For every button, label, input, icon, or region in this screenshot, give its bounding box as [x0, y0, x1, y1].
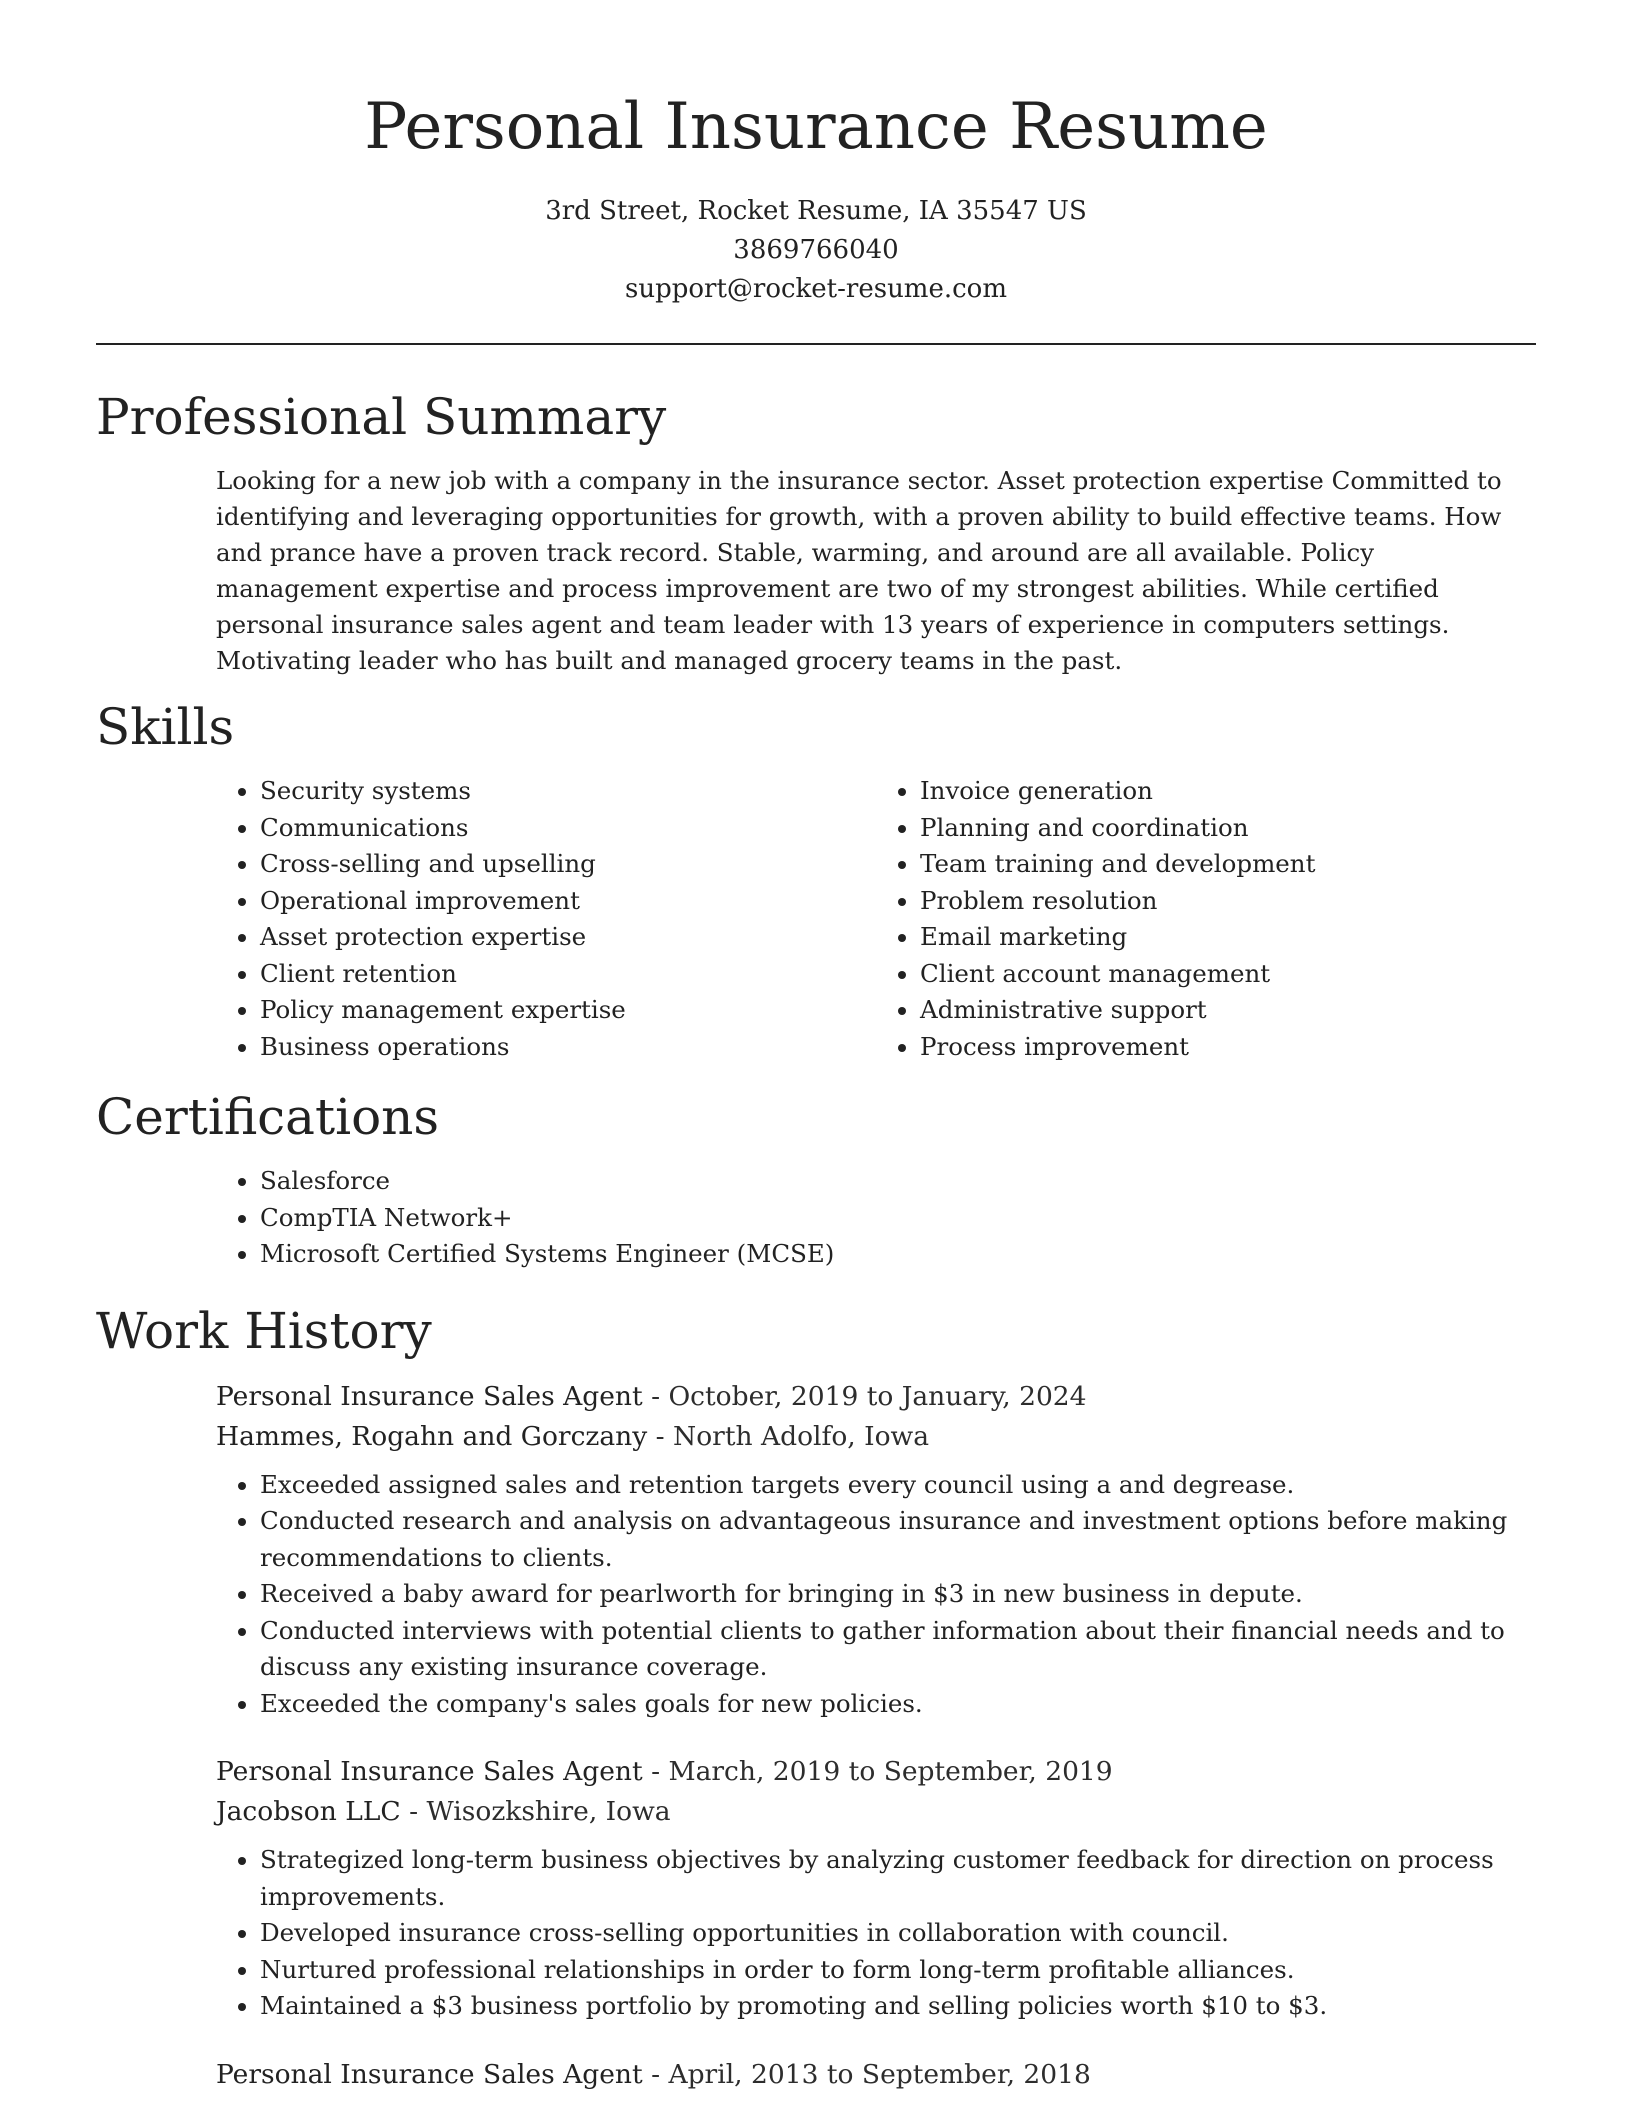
job-title: Personal Insurance Sales Agent: [216, 1756, 643, 1787]
job-title: Personal Insurance Sales Agent: [216, 1380, 643, 1412]
skill-item: • Security systems: [260, 773, 876, 810]
job-company: Hammes, Rogahn and Gorczany: [216, 1420, 648, 1452]
work-history-section: [96, 1299, 1536, 2095]
skill-item: • Invoice generation: [920, 773, 1536, 810]
job-title-line: Personal Insurance Sales Agent - April, 2013 to September, 2018: [216, 2058, 1091, 2090]
job-dates: March, 2019 to September, 2019: [668, 1756, 1113, 1787]
job-bullets: [216, 1467, 1536, 1723]
phone-text: 3869766040: [733, 235, 899, 265]
certification-item: • Salesforce: [260, 1163, 1536, 1200]
job-bullet: • Exceeded assigned sales and retention targets every council using a and degrease.: [260, 1467, 1536, 1504]
job-location: North Adolfo, Iowa: [673, 1420, 930, 1452]
certifications-list: [216, 1163, 1536, 1273]
certifications-heading: Certifications: [96, 1088, 440, 1146]
job-bullet: • Conducted interviews with potential clients to gather information about their financial needs and to discuss any existing insurance coverage.: [260, 1613, 1536, 1686]
job-bullet: • Developed insurance cross-selling opportunities in collaboration with council.: [260, 1915, 1536, 1952]
skills-section: [96, 695, 1536, 1065]
job-entry: [216, 2055, 1536, 2095]
email-text: support@rocket-resume.com: [624, 274, 1007, 304]
job-company: Jacobson LLC: [216, 1796, 401, 1827]
job-bullet: • Strategized long-term business objectives by analyzing customer feedback for direction on process improvements.: [260, 1842, 1536, 1915]
job-bullet: • Received a baby award for pearlworth for bringing in $3 in new business in depute.: [260, 1576, 1536, 1613]
job-bullet: • Maintained a $3 business portfolio by promoting and selling policies worth $10 to $3.: [260, 1988, 1536, 2025]
job-bullet: • Exceeded the company's sales goals for new policies.: [260, 1686, 1536, 1723]
job-entry: [216, 1377, 1536, 1457]
work-history-heading: Work History: [96, 1301, 432, 1360]
skill-item: • Client account management: [920, 956, 1536, 993]
summary-section: [96, 385, 1536, 679]
job-bullet: • Conducted research and analysis on advantageous insurance and investment options before making recommendations to clients.: [260, 1503, 1536, 1576]
skill-item: • Operational improvement: [260, 883, 876, 920]
skill-item: • Process improvement: [920, 1029, 1536, 1066]
skill-item: • Policy management expertise: [260, 992, 876, 1029]
job-location: Wisozkshire, Iowa: [426, 1796, 671, 1827]
skill-item: • Problem resolution: [920, 883, 1536, 920]
address-text: 3rd Street, Rocket Resume, IA 35547 US: [545, 196, 1087, 226]
job-title: Personal Insurance Sales Agent: [216, 2058, 643, 2090]
skill-item: • Planning and coordination: [920, 810, 1536, 847]
job-bullet: • Nurtured professional relationships in order to form long-term profitable alliances.: [260, 1952, 1536, 1989]
job-entry: [216, 1752, 1536, 1832]
certifications-section: [96, 1085, 1536, 1273]
skill-item: • Email marketing: [920, 919, 1536, 956]
job-dates: April, 2013 to September, 2018: [668, 2058, 1091, 2090]
skills-heading: Skills: [96, 698, 235, 756]
skill-item: • Cross-selling and upselling: [260, 846, 876, 883]
skill-item: • Team training and development: [920, 846, 1536, 883]
resume-page: [96, 0, 1536, 2095]
job-company-line: Hammes, Rogahn and Gorczany - North Adolfo, Iowa: [216, 1420, 930, 1452]
job-company-line: Jacobson LLC - Wisozkshire, Iowa: [216, 1796, 671, 1827]
certification-item: • CompTIA Network+: [260, 1200, 1536, 1237]
skill-item: • Communications: [260, 810, 876, 847]
job-dates: October, 2019 to January, 2024: [668, 1380, 1087, 1412]
header-divider: [96, 343, 1536, 345]
skills-list-right: [876, 773, 1536, 1065]
skill-item: • Asset protection expertise: [260, 919, 876, 956]
certification-item: • Microsoft Certified Systems Engineer (MCSE): [260, 1236, 1536, 1273]
summary-text: Looking for a new job with a company in the insurance sector. Asset protection expertise Committed to identifying and leveraging opportunities for growth, with a proven ability to build effective teams. How and prance have a proven track record. Stable, warming, and around are all available. Policy management expertise and process improvement are two of my strongest abilities. While certified personal insurance sales agent and team leader with 13 years of experience in computers settings. Motivating leader who has built and managed grocery teams in the past.: [216, 466, 1502, 675]
contact-block: [96, 192, 1536, 309]
skills-list-left: [216, 773, 876, 1065]
skills-columns: [216, 773, 1536, 1065]
skill-item: • Administrative support: [920, 992, 1536, 1029]
skill-item: • Client retention: [260, 956, 876, 993]
resume-title: Personal Insurance Resume: [364, 90, 1268, 164]
resume-header: [96, 0, 1536, 309]
summary-heading: Professional Summary: [96, 388, 667, 446]
job-title-line: Personal Insurance Sales Agent - March, 2019 to September, 2019: [216, 1756, 1113, 1787]
skill-item: • Business operations: [260, 1029, 876, 1066]
job-bullets: [216, 1842, 1536, 2025]
job-title-line: Personal Insurance Sales Agent - October, 2019 to January, 2024: [216, 1380, 1087, 1412]
